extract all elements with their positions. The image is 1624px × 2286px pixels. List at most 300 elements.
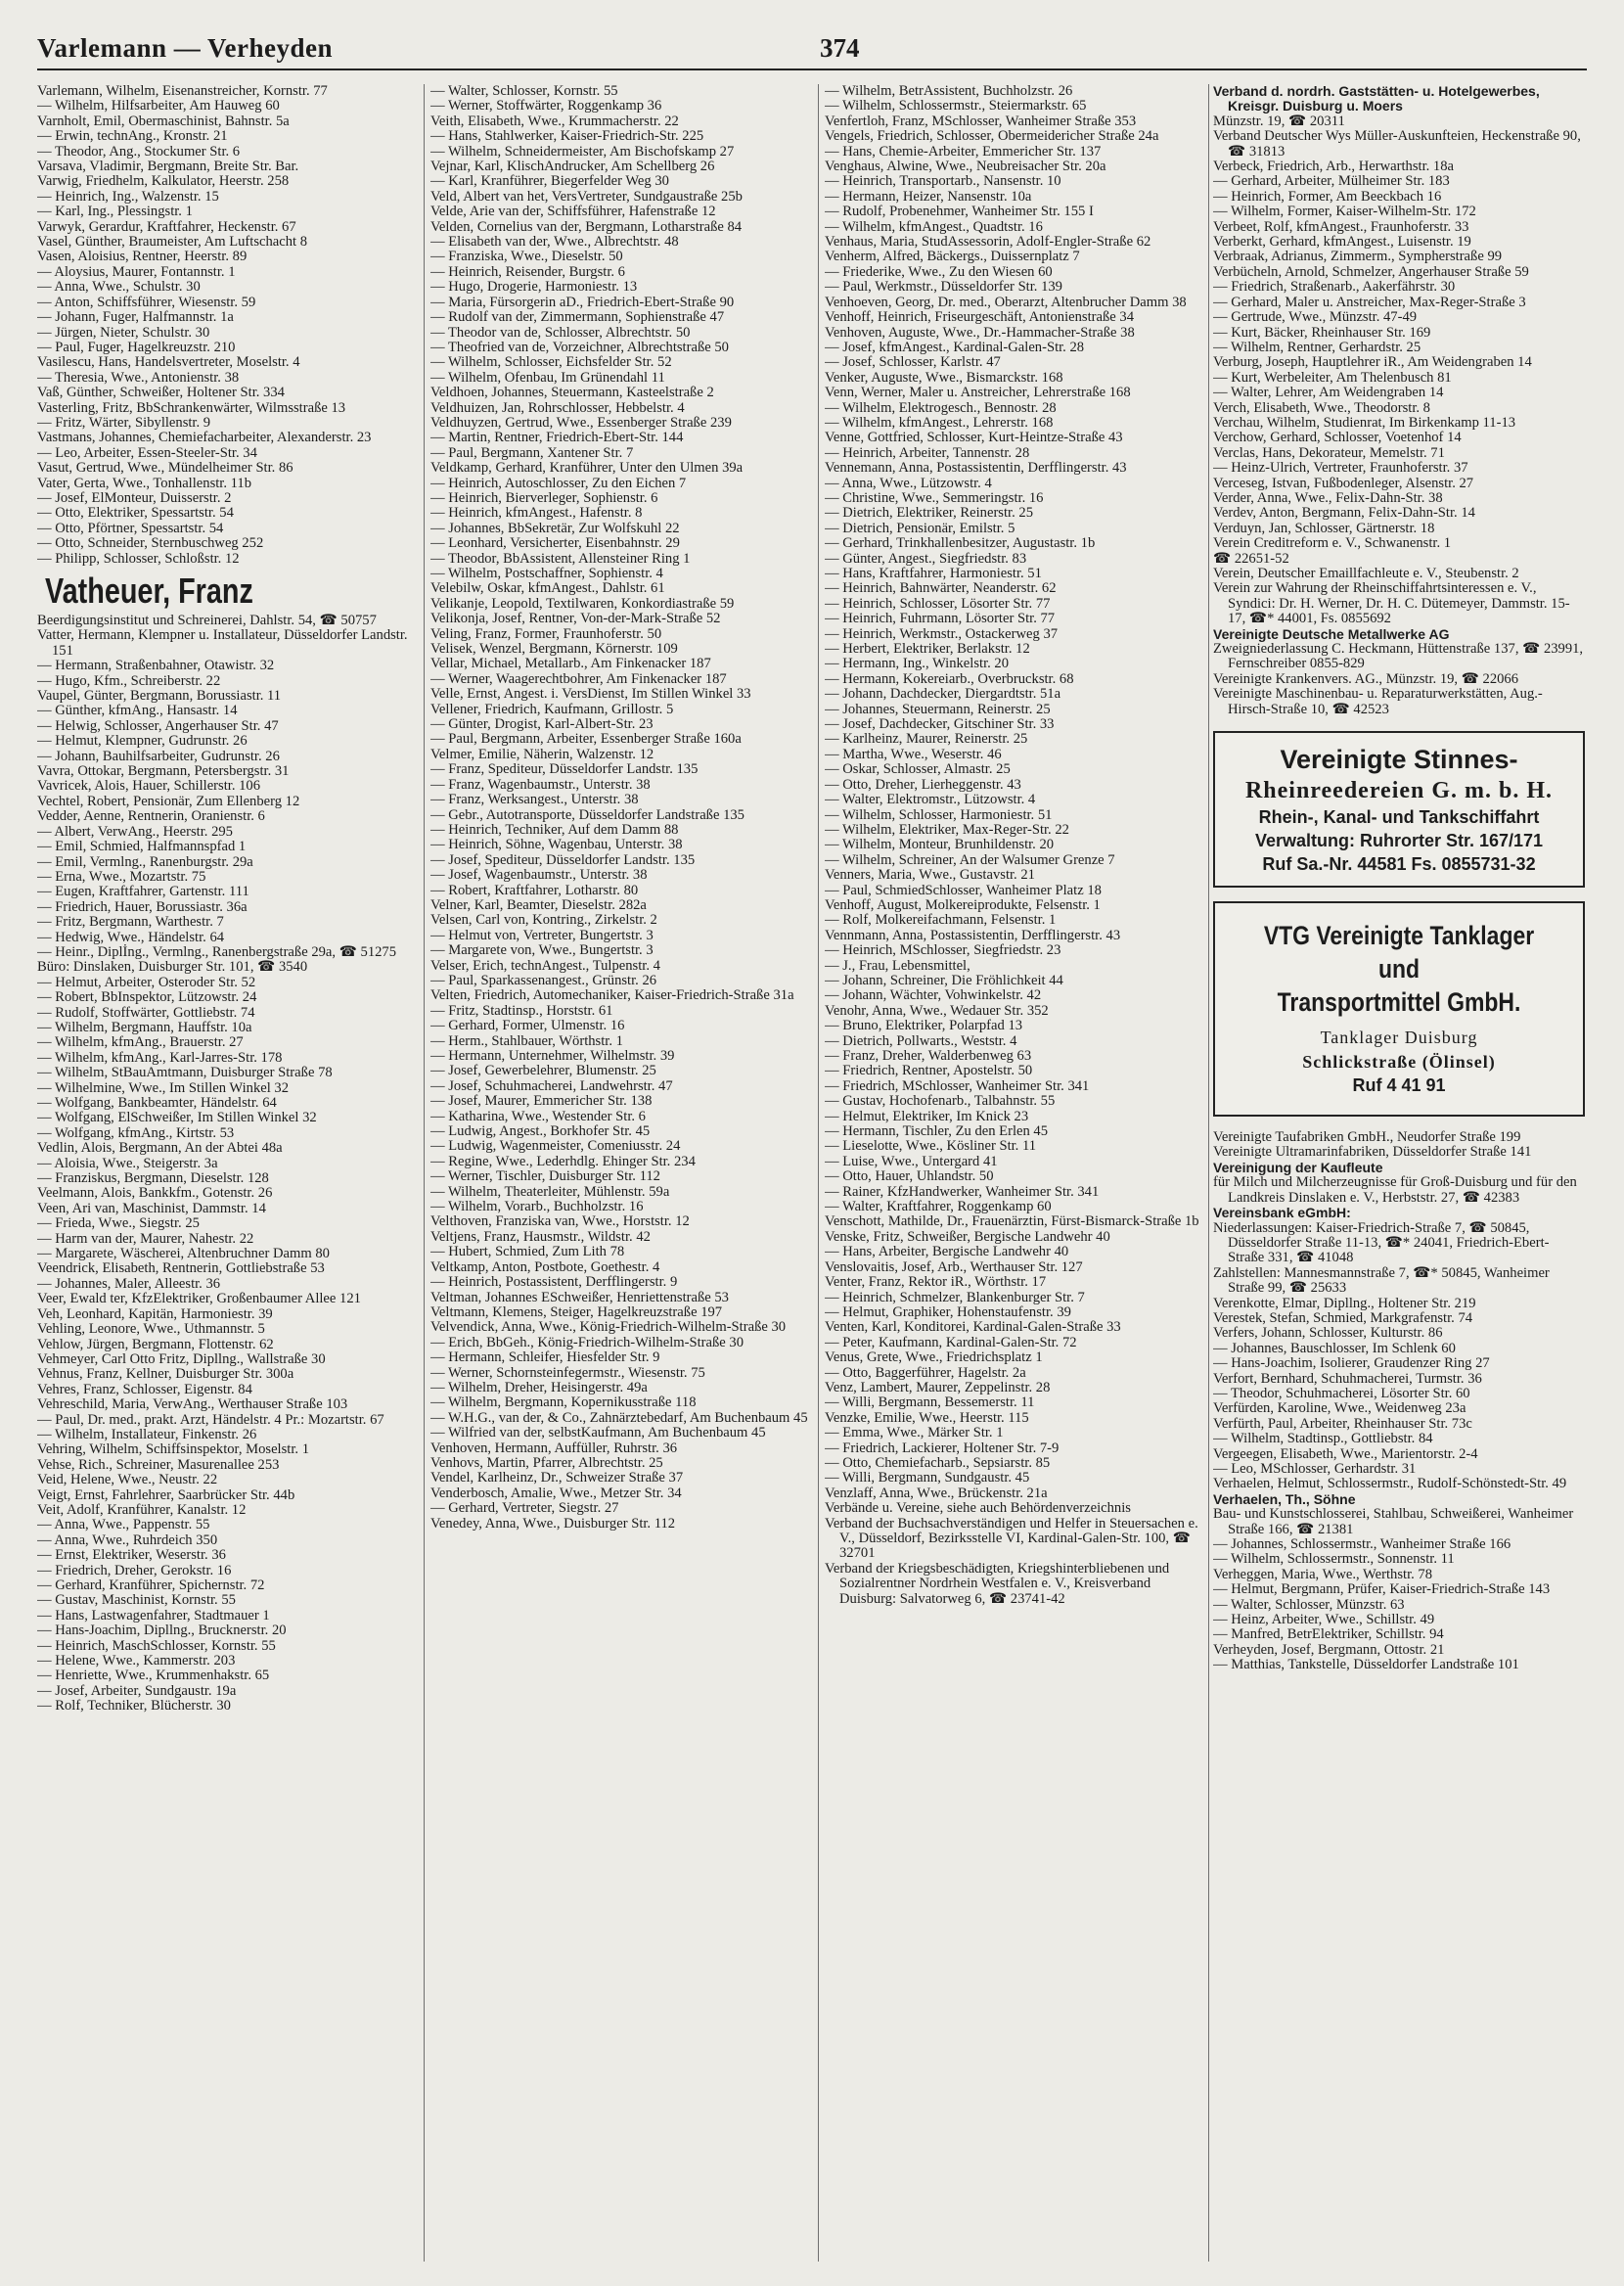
directory-entry: Verfürden, Karoline, Wwe., Weidenweg 23a [1213, 1400, 1466, 1417]
directory-entry: — Robert, BbInspektor, Lützowstr. 24 [37, 989, 257, 1006]
directory-entry: Verburg, Joseph, Hauptlehrer iR., Am Weidengraben 14 [1213, 354, 1532, 371]
directory-entry: — Josef, Spediteur, Düsseldorfer Landstr. 135 [430, 851, 696, 868]
directory-entry: ☎ 22651-52 [1213, 550, 1289, 567]
directory-entry: Verband Deutscher Wys Müller-Auskunfteien, Heckenstraße 90, ☎ 31813 [1213, 128, 1581, 160]
page-number: 374 [820, 33, 860, 63]
directory-entry: — Paul, Bergmann, Arbeiter, Essenberger Straße 160a [430, 731, 742, 748]
directory-entry: Verbraak, Adrianus, Zimmerm., Sympherstraße 99 [1213, 249, 1503, 265]
directory-entry: Veen, Ari van, Maschinist, Dammstr. 14 [37, 1200, 266, 1216]
directory-entry: Varwyk, Gerardur, Kraftfahrer, Heckenstr. 67 [37, 218, 296, 235]
directory-entry: Verein, Deutscher Emaillfachleute e. V., Steubenstr. 2 [1213, 566, 1519, 581]
directory-entry: — Otto, Dreher, Lierheggenstr. 43 [825, 776, 1021, 793]
directory-entry: Veendrick, Elisabeth, Rentnerin, Gottliebstraße 53 [37, 1260, 325, 1277]
directory-entry: — Karlheinz, Maurer, Reinerstr. 25 [825, 731, 1028, 748]
ad-services: Rhein-, Kanal- und Tankschiffahrt [1258, 807, 1540, 828]
directory-entry: Vedlin, Alois, Bergmann, An der Abtei 48a [37, 1140, 283, 1157]
directory-entry: — Johannes, Schlossermstr., Wanheimer Straße 166 [1213, 1536, 1511, 1553]
directory-entry: Veldkamp, Gerhard, Kranführer, Unter den Ulmen 39a [430, 460, 744, 477]
directory-entry: Venhaus, Maria, StudAssessorin, Adolf-Engler-Straße 62 [825, 234, 1151, 251]
directory-entry: Venzlaff, Anna, Wwe., Brückenstr. 21a [825, 1485, 1048, 1501]
directory-entry: Vehmeyer, Carl Otto Fritz, Dipllng., Wallstraße 30 [37, 1350, 326, 1367]
directory-entry: — Paul, Sparkassenangest., Grünstr. 26 [430, 972, 657, 988]
directory-entry: — Heinrich, Söhne, Wagenbau, Unterstr. 38 [430, 837, 683, 853]
directory-entry: — Wilhelm, kfmAngest., Lehrerstr. 168 [825, 414, 1054, 431]
directory-entry: — Johann, Fuger, Halfmannstr. 1a [37, 309, 234, 326]
directory-entry: Vasterling, Fritz, BbSchrankenwärter, Wilmsstraße 13 [37, 399, 346, 416]
directory-entry: für Milch und Milcherzeugnisse für Groß-Duisburg und für den Landkreis Dinslaken e. V., Herbststr. 27, ☎ 42383 [1213, 1174, 1577, 1206]
directory-entry: Venhoeven, Georg, Dr. med., Oberarzt, Altenbrucher Damm 38 [825, 294, 1187, 310]
directory-entry: — Wolfgang, kfmAng., Kirtstr. 53 [37, 1124, 235, 1141]
directory-entry: — Heinrich, Bierverleger, Sophienstr. 6 [430, 489, 658, 506]
directory-entry: Verchau, Wilhelm, Studienrat, Im Birkenkamp 11-13 [1213, 414, 1516, 431]
directory-entry: — Willi, Bergmann, Bessemerstr. 11 [825, 1394, 1035, 1411]
directory-entry: — Helmut, Arbeiter, Osteroder Str. 52 [37, 974, 256, 990]
directory-entry: — Heinrich, Techniker, Auf dem Damm 88 [430, 821, 679, 838]
directory-entry: Vavra, Ottokar, Bergmann, Petersbergstr. 31 [37, 763, 290, 780]
directory-entry: — Walter, Lehrer, Am Weidengraben 14 [1213, 385, 1444, 401]
directory-entry: — Hans-Joachim, Isolierer, Graudenzer Ring 27 [1213, 1355, 1490, 1372]
directory-entry: Venfertloh, Franz, MSchlosser, Wanheimer Straße 353 [825, 113, 1137, 129]
directory-entry: — Margarete, Wäscherei, Altenbruchner Damm 80 [37, 1246, 330, 1262]
directory-entry: Veldhoen, Johannes, Steuermann, Kasteelstraße 2 [430, 385, 714, 401]
directory-entry: — Wilhelm, Monteur, Brunhildenstr. 20 [825, 837, 1055, 853]
directory-entry: Vechtel, Robert, Pensionär, Zum Ellenberg 12 [37, 793, 300, 809]
directory-entry: — Katharina, Wwe., Westender Str. 6 [430, 1108, 646, 1124]
directory-entry: — Wilhelm, kfmAngest., Quadtstr. 16 [825, 218, 1043, 235]
ad-company: Transportmittel GmbH. [1277, 987, 1521, 1018]
directory-entry: Venhoff, Heinrich, Friseurgeschäft, Antonienstraße 34 [825, 309, 1134, 326]
directory-entry: — Emil, Schmied, Halfmannspfad 1 [37, 839, 247, 855]
directory-entry: Verbeck, Friedrich, Arb., Herwarthstr. 18a [1213, 159, 1454, 175]
directory-entry: Venz, Lambert, Maurer, Zeppelinstr. 28 [825, 1379, 1051, 1395]
directory-entry: — Ludwig, Wagenmeister, Comeniusstr. 24 [430, 1138, 681, 1155]
directory-entry: Büro: Dinslaken, Duisburger Str. 101, ☎ 3540 [37, 959, 308, 976]
directory-entry: — Wilhelm, Schlosser, Harmoniestr. 51 [825, 806, 1053, 823]
directory-entry: Verfürth, Paul, Arbeiter, Rheinhauser Str. 73c [1213, 1415, 1472, 1432]
directory-entry: — Theodor van de, Schlosser, Albrechtstr. 50 [430, 324, 691, 341]
directory-entry: — Otto, Schneider, Sternbuschweg 252 [37, 535, 264, 552]
advertisement-vtg [1213, 901, 1585, 1117]
directory-entry: Venn, Werner, Maler u. Anstreicher, Lehrerstraße 168 [825, 385, 1131, 401]
directory-entry: Velde, Arie van der, Schiffsführer, Hafenstraße 12 [430, 204, 716, 220]
ad-address: Schlickstraße (Ölinsel) [1302, 1052, 1496, 1073]
directory-entry: — Gertrude, Wwe., Münzstr. 47-49 [1213, 309, 1418, 326]
directory-entry: Vergeegen, Elisabeth, Wwe., Marientorstr. 2-4 [1213, 1445, 1478, 1462]
directory-entry: — Hermann, Tischler, Zu den Erlen 45 [825, 1123, 1049, 1140]
directory-entry: — Otto, Baggerführer, Hagelstr. 2a [825, 1364, 1026, 1381]
directory-entry: — Paul, Dr. med., prakt. Arzt, Händelstr. 4 Pr.: Mozartstr. 67 [37, 1411, 384, 1428]
directory-entry: Verein zur Wahrung der Rheinschiffahrtsinteressen e. V., Syndici: Dr. H. Werner, Dr. H. C. Dütemeyer, Dammstr. 15-17, ☎* 44001, Fs. 0855692 [1213, 580, 1570, 627]
directory-entry: — Albert, VerwAng., Heerstr. 295 [37, 823, 233, 840]
running-head: Varlemann — Verheyden [37, 33, 334, 63]
directory-entry: Vereinigte Deutsche Metallwerke AG [1213, 625, 1450, 642]
directory-entry: Venhovs, Martin, Pfarrer, Albrechtstr. 25 [430, 1454, 663, 1471]
directory-entry: — Otto, Elektriker, Spessartstr. 54 [37, 505, 234, 522]
directory-entry: Vater, Gerta, Wwe., Tonhallenstr. 11b [37, 475, 251, 491]
directory-entry: — Gustav, Maschinist, Kornstr. 55 [37, 1592, 236, 1609]
directory-entry: Velikonja, Josef, Rentner, Von-der-Mark-Straße 52 [430, 611, 721, 627]
directory-entry: Venzke, Emilie, Wwe., Heerstr. 115 [825, 1409, 1029, 1426]
directory-entry: — Friedrich, Lackierer, Holtener Str. 7-9 [825, 1440, 1060, 1456]
directory-entry: — Heinrich, Arbeiter, Tannenstr. 28 [825, 444, 1030, 461]
directory-entry: — Josef, Wagenbaumstr., Unterstr. 38 [430, 867, 648, 884]
directory-entry: — Wilhelm, kfmAng., Karl-Jarres-Str. 178 [37, 1049, 283, 1066]
directory-entry: Veldhuyzen, Gertrud, Wwe., Essenberger Straße 239 [430, 414, 732, 431]
directory-entry: Verceseg, Istvan, Fußbodenleger, Alsenstr. 27 [1213, 475, 1474, 491]
directory-entry: — Aloysius, Maurer, Fontannstr. 1 [37, 263, 236, 280]
directory-entry: — Johann, Wächter, Vohwinkelstr. 42 [825, 987, 1042, 1004]
directory-entry: — Wilfried van der, selbstKaufmann, Am Buchenbaum 45 [430, 1425, 766, 1441]
directory-entry: — Anna, Wwe., Ruhrdeich 350 [37, 1532, 218, 1548]
directory-entry: — Friedrich, Rentner, Apostelstr. 50 [825, 1063, 1033, 1079]
directory-entry: Varsava, Vladimir, Bergmann, Breite Str. Bar. [37, 159, 299, 175]
directory-entry: — Wilhelm, BetrAssistent, Buchholzstr. 26 [825, 84, 1073, 99]
directory-entry: — Werner, Schornsteinfegermstr., Wiesenstr. 75 [430, 1364, 705, 1381]
directory-entry: Vaß, Günther, Schweißer, Holtener Str. 334 [37, 385, 285, 401]
directory-entry: Varwig, Friedhelm, Kalkulator, Heerstr. 258 [37, 173, 290, 190]
directory-entry: — Wilhelmine, Wwe., Im Stillen Winkel 32 [37, 1079, 290, 1096]
directory-entry: — Gerhard, Arbeiter, Mülheimer Str. 183 [1213, 173, 1450, 190]
ad-address: Verwaltung: Ruhrorter Str. 167/171 [1254, 831, 1544, 851]
directory-entry: — Wilhelm, Theaterleiter, Mühlenstr. 59a [430, 1183, 670, 1200]
directory-entry: — Werner, Tischler, Duisburger Str. 112 [430, 1168, 660, 1185]
directory-entry: Verband der Buchsachverständigen und Helfer in Steuersachen e. V., Düsseldorf, Bezirksstelle VI, Kardinal-Galen-Str. 100, ☎ 32701 [825, 1515, 1198, 1562]
directory-entry: — Paul, Werkmstr., Düsseldorfer Str. 139 [825, 279, 1062, 296]
directory-entry: — Heinrich, MaschSchlosser, Kornstr. 55 [37, 1637, 276, 1654]
directory-entry: — Wilhelm, Installateur, Finkenstr. 26 [37, 1426, 257, 1442]
directory-entry: Verchow, Gerhard, Schlosser, Voetenhof 14 [1213, 430, 1462, 446]
directory-entry: — Heinrich, Postassistent, Derfflingerstr. 9 [430, 1274, 678, 1291]
directory-entry: Verheyden, Josef, Bergmann, Ottostr. 21 [1213, 1641, 1445, 1658]
directory-entry: — Philipp, Schlosser, Schloßstr. 12 [37, 550, 240, 567]
directory-entry: — Erna, Wwe., Mozartstr. 75 [37, 868, 206, 885]
directory-entry: Venter, Franz, Rektor iR., Wörthstr. 17 [825, 1274, 1047, 1291]
directory-entry: Vehring, Wilhelm, Schiffsinspektor, Moselstr. 1 [37, 1441, 309, 1458]
directory-entry: — Fritz, Bergmann, Warthestr. 7 [37, 914, 224, 931]
directory-entry: — Josef, Dachdecker, Gitschiner Str. 33 [825, 716, 1055, 733]
directory-entry: — Wilhelm, Schreiner, An der Walsumer Grenze 7 [825, 851, 1115, 868]
directory-entry: — Johannes, Maler, Alleestr. 36 [37, 1275, 221, 1292]
directory-entry: Vasel, Günther, Braumeister, Am Luftschacht 8 [37, 234, 308, 251]
directory-entry: — Wilhelm, StBauAmtmann, Duisburger Straße 78 [37, 1065, 333, 1081]
column-divider [424, 84, 425, 2262]
directory-entry: — Friederike, Wwe., Zu den Wiesen 60 [825, 263, 1053, 280]
directory-entry: — Maria, Fürsorgerin aD., Friedrich-Ebert-Straße 90 [430, 294, 735, 310]
directory-entry: Vehnus, Franz, Kellner, Duisburger Str. 300a [37, 1366, 294, 1383]
directory-entry: Vavricek, Alois, Hauer, Schillerstr. 106 [37, 778, 261, 795]
directory-entry: Venslovaitis, Josef, Arb., Werthauser Str. 127 [825, 1258, 1083, 1275]
directory-entry: Venohr, Anna, Wwe., Wedauer Str. 352 [825, 1002, 1049, 1019]
column-divider [818, 84, 819, 2262]
directory-entry: — Günther, kfmAng., Hansastr. 14 [37, 703, 238, 719]
directory-entry: — Wilhelm, Rentner, Gerhardstr. 25 [1213, 339, 1421, 355]
directory-entry: — Gerhard, Former, Ulmenstr. 16 [430, 1018, 625, 1034]
directory-entry: — Rudolf, Stoffwärter, Gottliebstr. 74 [37, 1004, 255, 1021]
directory-entry: — Rolf, Molkereifachmann, Felsenstr. 1 [825, 912, 1057, 929]
directory-entry: Niederlassungen: Kaiser-Friedrich-Straße 7, ☎ 50845, Düsseldorfer Straße 11-13, ☎* 24041, Friedrich-Ebert-Straße 331, ☎ 41048 [1213, 1219, 1550, 1266]
directory-entry: — Heinrich, Former, Am Beeckbach 16 [1213, 188, 1442, 205]
directory-entry: Vengels, Friedrich, Schlosser, Obermeidericher Straße 24a [825, 128, 1159, 145]
directory-entry: — Helmut von, Vertreter, Bungertstr. 3 [430, 927, 654, 943]
directory-entry: — Fritz, Stadtinsp., Horststr. 61 [430, 1002, 613, 1019]
directory-entry: Vasut, Gertrud, Wwe., Mündelheimer Str. 86 [37, 460, 293, 477]
directory-entry: — Günter, Drogist, Karl-Albert-Str. 23 [430, 716, 654, 733]
ad-company: Rheinreedereien G. m. b. H. [1244, 778, 1554, 804]
directory-entry: Vasilescu, Hans, Handelsvertreter, Moselstr. 4 [37, 354, 300, 371]
directory-entry: — Franziskus, Bergmann, Dieselstr. 128 [37, 1170, 269, 1187]
directory-entry: — Johannes, Steuermann, Reinerstr. 25 [825, 701, 1051, 717]
directory-entry: — Helwig, Schlosser, Angerhauser Str. 47 [37, 717, 279, 734]
column-3 [825, 84, 1206, 2262]
directory-entry: — Werner, Waagerechtbohrer, Am Finkenacker 187 [430, 670, 727, 687]
ad-phone: Ruf 4 41 91 [1352, 1075, 1446, 1096]
directory-entry: — Christine, Wwe., Semmeringstr. 16 [825, 489, 1044, 506]
directory-entry: Vehres, Franz, Schlosser, Eigenstr. 84 [37, 1381, 252, 1397]
directory-entry: — Franz, Dreher, Walderbenweg 63 [825, 1048, 1032, 1064]
directory-entry: — Franz, Werksangest., Unterstr. 38 [430, 792, 639, 808]
directory-entry: — Anna, Wwe., Pappenstr. 55 [37, 1517, 210, 1533]
directory-entry: Venhoven, Hermann, Auffüller, Ruhrstr. 36 [430, 1440, 678, 1456]
directory-entry: Verenkotte, Elmar, Dipllng., Holtener Str. 219 [1213, 1295, 1476, 1311]
directory-entry: Verband d. nordrh. Gaststätten- u. Hotelgewerbes, Kreisgr. Duisburg u. Moers [1213, 84, 1540, 114]
directory-entry: — Günter, Angest., Siegfriedstr. 83 [825, 550, 1027, 567]
directory-entry: — Friedrich, Hauer, Borussiastr. 36a [37, 898, 248, 915]
ad-title: VTG Vereinigte Tanklager und [1263, 921, 1535, 984]
directory-entry: Verband der Kriegsbeschädigten, Kriegshinterbliebenen und Sozialrentner Nordrhein Westfalen e. V., Kreisverband Duisburg: Salvatorweg 6, ☎ 23741-42 [825, 1560, 1170, 1607]
directory-entry: — W.H.G., van der, & Co., Zahnärztebedarf, Am Buchenbaum 45 [430, 1409, 808, 1426]
directory-entry: — Wilhelm, Former, Kaiser-Wilhelm-Str. 172 [1213, 204, 1476, 220]
ad-title: Vereinigte Stinnes- [1280, 745, 1518, 775]
directory-entry: Vereinigte Taufabriken GmbH., Neudorfer Straße 199 [1213, 1129, 1521, 1146]
ad-phone: Ruf Sa.-Nr. 44581 Fs. 0855731-32 [1262, 854, 1536, 875]
page-header [37, 29, 1587, 70]
directory-entry: — Anna, Wwe., Schulstr. 30 [37, 279, 201, 296]
directory-entry: — Wilhelm, Bergmann, Kopernikusstraße 118 [430, 1394, 697, 1411]
directory-entry: Vatter, Hermann, Klempner u. Installateur, Düsseldorfer Landstr. 151 [37, 627, 408, 659]
directory-entry: — Heinr., Diplİng., Vermlng., Ranenbergstraße 29a, ☎ 51275 [37, 943, 397, 960]
directory-entry: Venschott, Mathilde, Dr., Frauenärztin, Fürst-Bismarck-Straße 1b [825, 1213, 1199, 1230]
directory-entry: Verestek, Stefan, Schmied, Markgrafenstr. 74 [1213, 1309, 1473, 1326]
directory-entry: — Wilhelm, Bergmann, Hauffstr. 10a [37, 1019, 252, 1035]
column-1 [37, 84, 417, 2262]
directory-entry: — Rolf, Techniker, Blücherstr. 30 [37, 1698, 231, 1714]
directory-entry: — Walter, Schlosser, Münzstr. 63 [1213, 1596, 1405, 1613]
directory-entry: — Heinrich, Bahnwärter, Neanderstr. 62 [825, 580, 1057, 597]
directory-entry: — Heinrich, Transportarb., Nansenstr. 10 [825, 173, 1061, 190]
directory-entry: — Hugo, Drogerie, Harmoniestr. 13 [430, 279, 638, 296]
directory-entry: — Luise, Wwe., Untergard 41 [825, 1153, 998, 1169]
directory-entry: — Hedwig, Wwe., Händelstr. 64 [37, 929, 225, 945]
directory-entry: Veer, Ewald ter, KfzElektriker, Großenbaumer Allee 121 [37, 1291, 361, 1307]
directory-entry: — Franz, Spediteur, Düsseldorfer Landstr. 135 [430, 761, 699, 778]
directory-entry: — Leo, MSchlosser, Gerhardstr. 31 [1213, 1461, 1417, 1477]
directory-entry: — Hans, Kraftfahrer, Harmoniestr. 51 [825, 566, 1042, 581]
directory-entry: — Hans, Arbeiter, Bergische Landwehr 40 [825, 1244, 1069, 1260]
directory-entry: — Heinrich, Werkmstr., Ostackerweg 37 [825, 625, 1059, 642]
directory-entry: Venhoven, Auguste, Wwe., Dr.-Hammacher-Straße 38 [825, 324, 1135, 341]
directory-entry: — Helene, Wwe., Kammerstr. 203 [37, 1653, 236, 1669]
directory-entry: — Leo, Arbeiter, Essen-Steeler-Str. 34 [37, 444, 257, 461]
directory-entry: Velner, Karl, Beamter, Dieselstr. 282a [430, 896, 647, 913]
directory-entry: — Leonhard, Versicherter, Eisenbahnstr. 29 [430, 535, 680, 552]
directory-entry: — Rudolf, Probenehmer, Wanheimer Str. 155 I [825, 204, 1094, 220]
directory-entry: Velmer, Emilie, Näherin, Walzenstr. 12 [430, 746, 654, 762]
directory-entry: Zweigniederlassung C. Heckmann, Hüttenstraße 137, ☎ 23991, Fernschreiber 0855-829 [1213, 641, 1584, 672]
directory-entry: Velten, Friedrich, Automechaniker, Kaiser-Friedrich-Straße 31a [430, 987, 794, 1004]
directory-entry: — Hans, Lastwagenfahrer, Stadtmauer 1 [37, 1607, 270, 1623]
directory-entry: Verduyn, Jan, Schlosser, Gärtnerstr. 18 [1213, 520, 1435, 536]
directory-entry: — Hugo, Kfm., Schreiberstr. 22 [37, 672, 221, 689]
directory-entry: — Johannes, Bauschlosser, Im Schlenk 60 [1213, 1340, 1456, 1356]
directory-entry: — Josef, Schlosser, Karlstr. 47 [825, 354, 1001, 371]
column-4 [1213, 84, 1585, 2262]
directory-entry: Venners, Maria, Wwe., Gustavstr. 21 [825, 867, 1035, 884]
directory-entry: Venhoff, August, Molkereiprodukte, Felsenstr. 1 [825, 896, 1101, 913]
directory-entry: — Rudolf van der, Zimmermann, Sophienstraße 47 [430, 309, 725, 326]
directory-entry: — Heinrich, kfmAngest., Hafenstr. 8 [430, 505, 643, 522]
directory-entry: Vereinigte Ultramarinfabriken, Düsseldorfer Straße 141 [1213, 1144, 1532, 1161]
directory-entry: — Elisabeth van der, Wwe., Albrechtstr. 48 [430, 234, 679, 251]
directory-entry: — Dietrich, Pensionär, Emilstr. 5 [825, 520, 1015, 536]
directory-entry: — Ludwig, Angest., Borkhofer Str. 45 [430, 1123, 651, 1140]
ad-subtitle: Tanklager Duisburg [1320, 1028, 1478, 1048]
directory-entry: Verder, Anna, Wwe., Felix-Dahn-Str. 38 [1213, 489, 1443, 506]
directory-entry: — Bruno, Elektriker, Polarpfad 13 [825, 1018, 1023, 1034]
directory-entry: Velikanje, Leopold, Textilwaren, Konkordiastraße 59 [430, 595, 735, 612]
directory-entry: — Ernst, Elektriker, Weserstr. 36 [37, 1547, 226, 1564]
directory-entry: — Harm van der, Maurer, Nahestr. 22 [37, 1230, 254, 1247]
directory-entry: Veldhuizen, Jan, Rohrschlosser, Hebbelstr. 4 [430, 399, 685, 416]
directory-entry: Verberkt, Gerhard, kfmAngest., Luisenstr. 19 [1213, 234, 1471, 251]
directory-entry: Verein Creditreform e. V., Schwanenstr. 1 [1213, 535, 1452, 552]
directory-entry: Münzstr. 19, ☎ 20311 [1213, 113, 1345, 129]
directory-entry: — Wolfgang, ElSchweißer, Im Stillen Winkel 32 [37, 1110, 317, 1126]
directory-entry: — Wilhelm, Vorarb., Buchholzstr. 16 [430, 1199, 644, 1215]
directory-entry: Venten, Karl, Konditorei, Kardinal-Galen-Straße 33 [825, 1319, 1121, 1336]
directory-entry: — Hubert, Schmied, Zum Lith 78 [430, 1244, 625, 1260]
directory-entry: Bau- und Kunstschlosserei, Stahlbau, Schweißerei, Wanheimer Straße 166, ☎ 21381 [1213, 1506, 1574, 1537]
directory-entry: Varlemann, Wilhelm, Eisenanstreicher, Kornstr. 77 [37, 84, 328, 99]
directory-entry: — Josef, kfmAngest., Kardinal-Galen-Str. 28 [825, 339, 1085, 355]
directory-entry: — Dietrich, Pollwarts., Weststr. 4 [825, 1032, 1017, 1049]
directory-entry: Verclas, Hans, Dekorateur, Memelstr. 71 [1213, 444, 1445, 461]
directory-entry: — Matthias, Tankstelle, Düsseldorfer Landstraße 101 [1213, 1657, 1519, 1673]
directory-entry: — Martha, Wwe., Weserstr. 46 [825, 746, 1002, 762]
directory-entry: — Theodor, Ang., Stockumer Str. 6 [37, 143, 241, 160]
directory-entry: — Heinrich, Schmelzer, Blankenburger Str. 7 [825, 1289, 1085, 1305]
directory-entry: Verbücheln, Arnold, Schmelzer, Angerhauser Straße 59 [1213, 263, 1529, 280]
directory-entry: Vellener, Friedrich, Kaufmann, Grillostr. 5 [430, 701, 674, 717]
directory-entry: — Franz, Wagenbaumstr., Unterstr. 38 [430, 776, 651, 793]
directory-entry: Venker, Auguste, Wwe., Bismarckstr. 168 [825, 369, 1063, 386]
directory-entry: — Paul, SchmiedSchlosser, Wanheimer Platz 18 [825, 882, 1102, 898]
directory-entry: — Wilhelm, Postschaffner, Sophienstr. 4 [430, 566, 663, 581]
directory-entry: Veh, Leonhard, Kapitän, Harmoniestr. 39 [37, 1305, 273, 1322]
directory-entry: — Wolfgang, Bankbeamter, Händelstr. 64 [37, 1095, 277, 1111]
directory-entry: Venghaus, Alwine, Wwe., Neubreisacher Str. 20a [825, 159, 1106, 175]
directory-entry: — Heinz, Arbeiter, Wwe., Schillstr. 49 [1213, 1612, 1435, 1628]
directory-entry: Velsen, Carl von, Kontring., Zirkelstr. 2 [430, 912, 657, 929]
directory-entry: — Lieselotte, Wwe., Kösliner Str. 11 [825, 1138, 1037, 1155]
directory-entry: — Wilhelm, Elektriker, Max-Reger-Str. 22 [825, 821, 1069, 838]
directory-entry: Verheggen, Maria, Wwe., Werthstr. 78 [1213, 1566, 1433, 1582]
directory-entry: Velisek, Wenzel, Bergmann, Körnerstr. 109 [430, 641, 678, 658]
directory-entry: — Regine, Wwe., Lederhdlg. Ehinger Str. 234 [430, 1153, 696, 1169]
directory-entry: — Wilhelm, Stadtinsp., Gottliebstr. 84 [1213, 1431, 1433, 1447]
directory-entry: — Gebr., Autotransporte, Düsseldorfer Landstraße 135 [430, 806, 744, 823]
directory-entry: — Hermann, Heizer, Nansenstr. 10a [825, 188, 1032, 205]
directory-entry: — Hermann, Schleifer, Hiesfelder Str. 9 [430, 1349, 660, 1366]
directory-entry: Vereinigte Krankenvers. AG., Münzstr. 19, ☎ 22066 [1213, 670, 1519, 687]
directory-entry: — Fritz, Wärter, Sibyllenstr. 9 [37, 414, 211, 431]
directory-entry: Veltmann, Klemens, Steiger, Hagelkreuzstraße 197 [430, 1303, 723, 1320]
directory-entry: Vendel, Karlheinz, Dr., Schweizer Straße 37 [430, 1470, 684, 1486]
directory-entry: — Peter, Kaufmann, Kardinal-Galen-Str. 72 [825, 1334, 1077, 1350]
directory-entry: Vejnar, Karl, KlischAndrucker, Am Schellberg 26 [430, 159, 715, 175]
directory-entry: — Heinrich, MSchlosser, Siegfriedstr. 23 [825, 942, 1061, 959]
directory-entry: Vennmann, Anna, Postassistentin, Derfflingerstr. 43 [825, 927, 1121, 943]
directory-entry: — Margarete von, Wwe., Bungertstr. 3 [430, 942, 654, 959]
directory-entry: Veling, Franz, Former, Fraunhoferstr. 50 [430, 625, 662, 642]
directory-entry: — Otto, Hauer, Uhlandstr. 50 [825, 1168, 994, 1185]
directory-entry: Verhaelen, Th., Söhne [1213, 1490, 1356, 1507]
directory-entry: — Frieda, Wwe., Siegstr. 25 [37, 1215, 200, 1232]
directory-entry: — Wilhelm, Ofenbau, Im Grünendahl 11 [430, 369, 665, 386]
directory-entry: — Hermann, Ing., Winkelstr. 20 [825, 656, 1010, 672]
directory-entry: — Gerhard, Maler u. Anstreicher, Max-Reger-Straße 3 [1213, 294, 1526, 310]
directory-entry: — Wilhelm, Schneidermeister, Am Bischofskamp 27 [430, 143, 735, 160]
directory-entry: — Paul, Fuger, Hagelkreuzstr. 210 [37, 339, 236, 355]
directory-entry: — Heinz-Ulrich, Vertreter, Fraunhoferstr. 37 [1213, 460, 1468, 477]
directory-entry: Varnholt, Emil, Obermaschinist, Bahnstr. 5a [37, 113, 290, 129]
directory-entry: Vastmans, Johannes, Chemiefacharbeiter, Alexanderstr. 23 [37, 430, 372, 446]
directory-entry: — Werner, Stoffwärter, Roggenkamp 36 [430, 98, 662, 114]
directory-entry: Verbände u. Vereine, siehe auch Behördenverzeichnis [825, 1500, 1131, 1517]
directory-entry: — Wilhelm, Schlosser, Eichsfelder Str. 52 [430, 354, 672, 371]
directory-entry: Veltjens, Franz, Hausmstr., Wildstr. 42 [430, 1228, 651, 1245]
directory-entry: — Johannes, BbSekretär, Zur Wolfskuhl 22 [430, 520, 680, 536]
directory-entry: — Aloisia, Wwe., Steigerstr. 3a [37, 1155, 218, 1171]
directory-entry: — Heinrich, Autoschlosser, Zu den Eichen 7 [430, 475, 687, 491]
directory-entry: Vereinsbank eGmbH: [1213, 1205, 1351, 1221]
directory-entry: Velser, Erich, technAngest., Tulpenstr. 4 [430, 957, 660, 974]
directory-entry: Vaupel, Günter, Bergmann, Borussiastr. 11 [37, 688, 282, 705]
directory-entry: — Karl, Ing., Plessingstr. 1 [37, 204, 193, 220]
directory-entry: Verfort, Bernhard, Schuhmacherei, Turmstr. 36 [1213, 1370, 1482, 1387]
advertisement-stinnes [1213, 731, 1585, 888]
directory-entry: — Gerhard, Vertreter, Siegstr. 27 [430, 1500, 619, 1517]
directory-entry: Verdev, Anton, Bergmann, Felix-Dahn-Str. 14 [1213, 505, 1475, 522]
directory-entry: — Theodor, Schuhmacherei, Lösorter Str. 60 [1213, 1385, 1470, 1401]
directory-entry: Vellar, Michael, Metallarb., Am Finkenacker 187 [430, 656, 711, 672]
directory-entry: Vasen, Aloisius, Rentner, Heerstr. 89 [37, 249, 248, 265]
directory-entry: — Josef, Maurer, Emmericher Str. 138 [430, 1093, 653, 1110]
directory-entry: Vennemann, Anna, Postassistentin, Derfflingerstr. 43 [825, 460, 1127, 477]
directory-entry: Velvendick, Anna, Wwe., König-Friedrich-Wilhelm-Straße 30 [430, 1319, 787, 1336]
directory-entry: Vehreschild, Maria, VerwAng., Werthauser Straße 103 [37, 1396, 348, 1413]
directory-entry: Verfers, Johann, Schlosser, Kulturstr. 86 [1213, 1325, 1443, 1342]
directory-entry: — Heinrich, Ing., Walzenstr. 15 [37, 188, 219, 205]
directory-entry: — Gerhard, Trinkhallenbesitzer, Augustastr. 1b [825, 535, 1096, 552]
directory-entry: Veigt, Ernst, Fahrlehrer, Saarbrücker Str. 44b [37, 1486, 295, 1503]
directory-entry: Verhaelen, Helmut, Schlossermstr., Rudolf-Schönstedt-Str. 49 [1213, 1476, 1567, 1492]
directory-entry: — Willi, Bergmann, Sundgaustr. 45 [825, 1470, 1030, 1486]
directory-entry: Veltkamp, Anton, Postbote, Goethestr. 4 [430, 1258, 660, 1275]
directory-entry: — Otto, Chemiefacharb., Sepsiarstr. 85 [825, 1454, 1051, 1471]
directory-entry: Venne, Gottfried, Schlosser, Kurt-Heintze-Straße 43 [825, 430, 1123, 446]
directory-entry: — Friedrich, Dreher, Gerokstr. 16 [37, 1562, 232, 1578]
directory-entry: — J., Frau, Lebensmittel, [825, 957, 970, 974]
